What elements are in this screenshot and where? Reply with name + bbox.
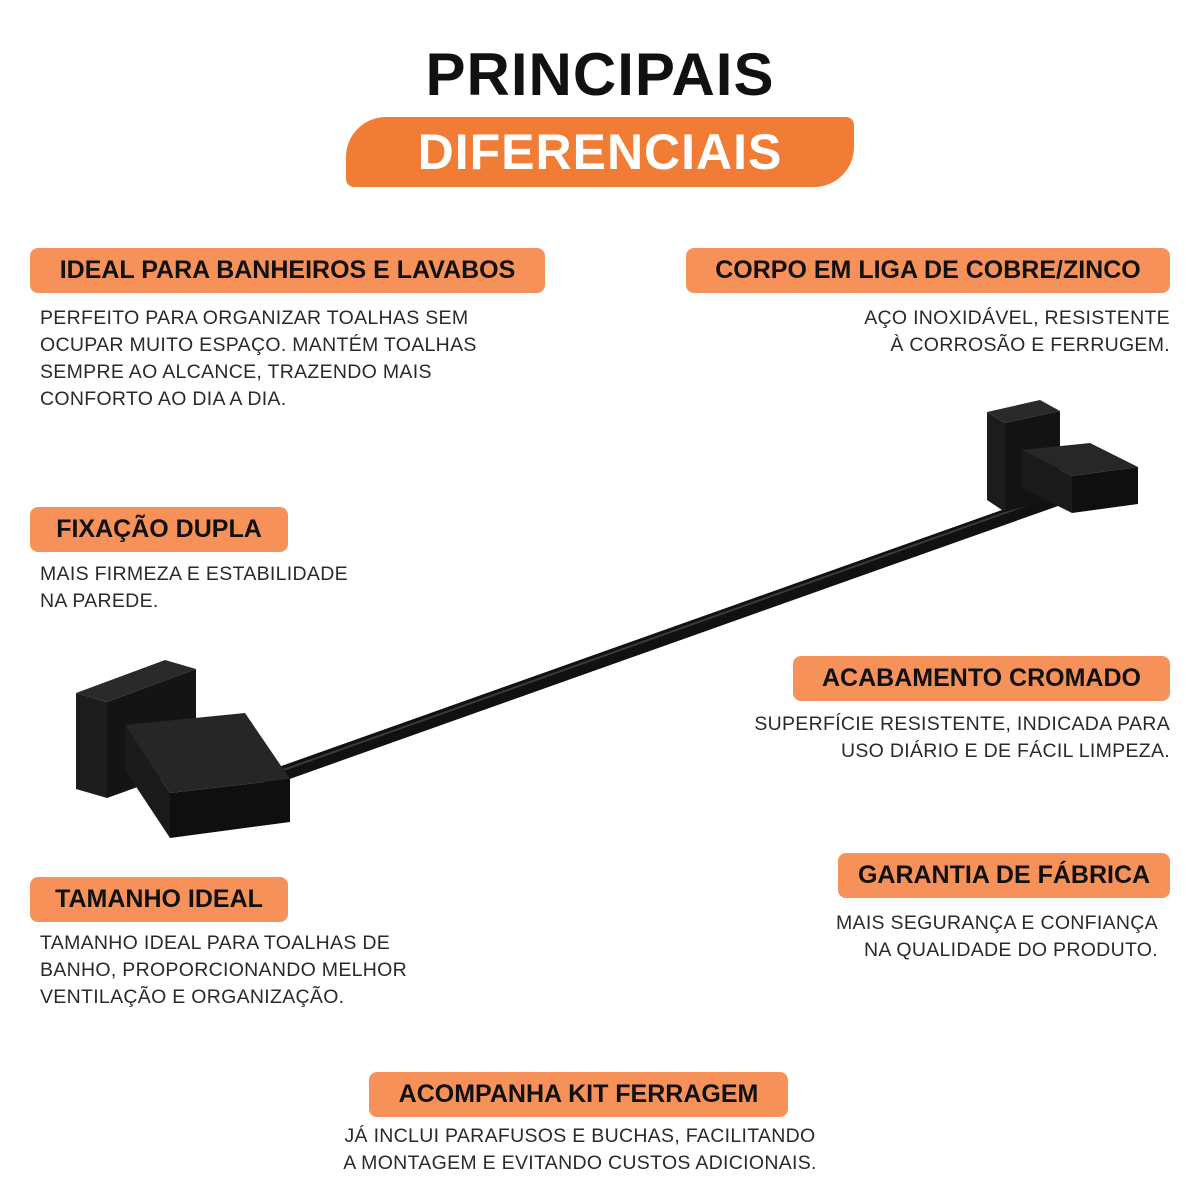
feature-label-fixacao: FIXAÇÃO DUPLA <box>30 507 288 552</box>
feature-label-acabamento: ACABAMENTO CROMADO <box>793 656 1170 701</box>
feature-label-banheiros: IDEAL PARA BANHEIROS E LAVABOS <box>30 248 545 293</box>
feature-text-garantia: MAIS SEGURANÇA E CONFIANÇA NA QUALIDADE DO PRODUTO. <box>835 912 1158 961</box>
left-wall-mount <box>76 660 290 838</box>
feature-label-tamanho: TAMANHO IDEAL <box>30 877 288 922</box>
page-subtitle-badge: DIFERENCIAIS <box>346 117 854 187</box>
feature-label-kit: ACOMPANHA KIT FERRAGEM <box>369 1072 788 1117</box>
page-title: PRINCIPAIS <box>425 41 775 108</box>
feature-text-corpo: AÇO INOXIDÁVEL, RESISTENTE À CORROSÃO E FERRUGEM. <box>864 307 1170 356</box>
feature-text-kit: JÁ INCLUI PARAFUSOS E BUCHAS, FACILITANDO A MONTAGEM E EVITANDO CUSTOS ADICIONAIS. <box>343 1125 817 1174</box>
feature-label-corpo: CORPO EM LIGA DE COBRE/ZINCO <box>686 248 1170 293</box>
feature-text-tamanho: TAMANHO IDEAL PARA TOALHAS DE BANHO, PROPORCIONANDO MELHOR VENTILAÇÃO E ORGANIZAÇÃO. <box>40 932 408 1008</box>
feature-text-banheiros: PERFEITO PARA ORGANIZAR TOALHAS SEM OCUPAR MUITO ESPAÇO. MANTÉM TOALHAS SEMPRE AO ALCANCE, TRAZENDO MAIS CONFORTO AO DIA A DIA. <box>40 307 477 410</box>
right-wall-mount <box>987 400 1138 513</box>
feature-text-acabamento: SUPERFÍCIE RESISTENTE, INDICADA PARA USO DIÁRIO E DE FÁCIL LIMPEZA. <box>754 713 1170 762</box>
feature-label-garantia: GARANTIA DE FÁBRICA <box>838 853 1170 898</box>
feature-text-fixacao: MAIS FIRMEZA E ESTABILIDADE NA PAREDE. <box>40 563 348 612</box>
